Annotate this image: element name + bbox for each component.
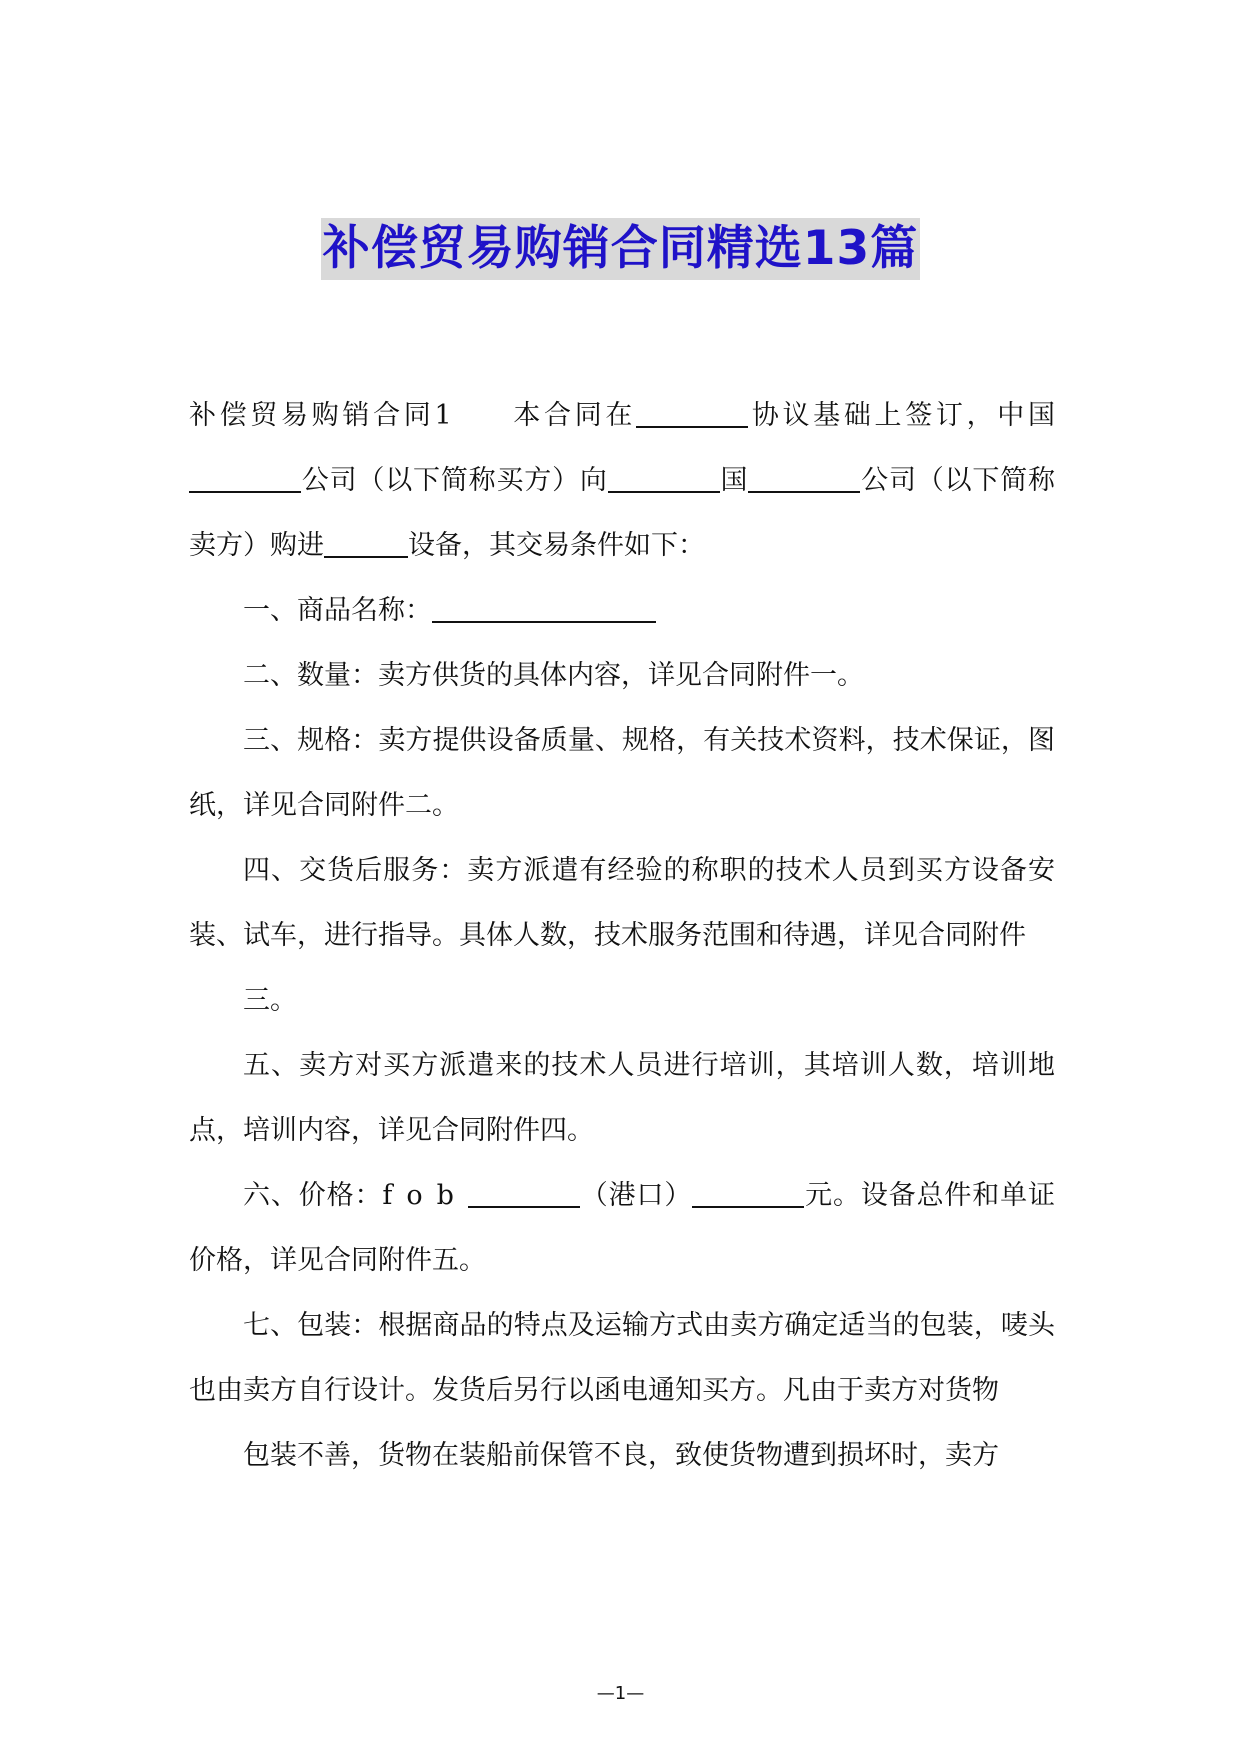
blank-field bbox=[189, 465, 301, 493]
fob-term: fob bbox=[382, 1180, 468, 1211]
blank-field bbox=[324, 530, 408, 558]
blank-field bbox=[432, 595, 656, 623]
blank-field bbox=[748, 465, 860, 493]
document-body bbox=[189, 383, 1055, 1488]
clause-7: 七、包装：根据商品的特点及运输方式由卖方确定适当的包装，唛头也由卖方自行设计。发货后另行以函电通知买方。凡由于卖方对货物 bbox=[189, 1310, 1055, 1406]
title-container bbox=[0, 218, 1241, 280]
document-title: 补偿贸易购销合同精选13篇 bbox=[321, 218, 920, 280]
blank-field bbox=[692, 1180, 804, 1208]
paragraph-intro: 补偿贸易购销合同1 本合同在 协议基础上签订，中国公司（以下简称买方）向 国 公司（以下简称卖方）购进 设备，其交易条件如下： bbox=[189, 400, 1056, 561]
clause-1: 一、商品名称： bbox=[189, 578, 1055, 643]
contract-heading: 补偿贸易购销合同1 bbox=[189, 400, 452, 431]
clause-7-continued: 包装不善，货物在装船前保管不良，致使货物遭到损坏时，卖方 bbox=[243, 1440, 999, 1471]
blank-field bbox=[608, 465, 720, 493]
clause-6: 六、价格：fob （港口） 元。设备总件和单证价格，详见合同附件五。 bbox=[189, 1180, 1056, 1276]
clause-4-end: 三。 bbox=[243, 985, 297, 1016]
page-number: —1— bbox=[596, 1683, 645, 1704]
clause-5: 五、卖方对买方派遣来的技术人员进行培训，其培训人数，培训地点，培训内容，详见合同附件四。 bbox=[189, 1050, 1055, 1146]
clause-4: 四、交货后服务：卖方派遣有经验的称职的技术人员到买方设备安装、试车，进行指导。具体人数，技术服务范围和待遇，详见合同附件 bbox=[189, 855, 1055, 951]
blank-field bbox=[468, 1180, 580, 1208]
clause-2: 二、数量：卖方供货的具体内容，详见合同附件一。 bbox=[243, 660, 864, 691]
blank-field bbox=[636, 400, 748, 428]
clause-3: 三、规格：卖方提供设备质量、规格，有关技术资料，技术保证，图纸，详见合同附件二。 bbox=[189, 725, 1055, 821]
